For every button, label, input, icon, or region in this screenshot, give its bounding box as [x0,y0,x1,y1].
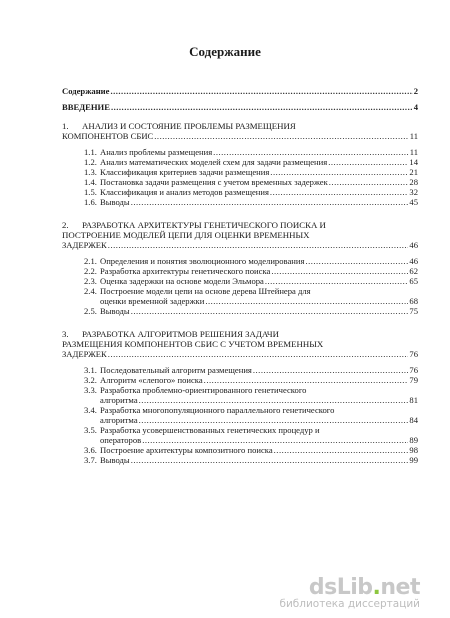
toc-page-number: 98 [409,445,418,455]
toc-entry-label: Построение архитектуры композитного поиска [100,445,273,455]
leader-dots [111,102,413,112]
toc-entry-label: Анализ математических моделей схем для задачи размещения [100,157,328,167]
leader-dots [270,187,408,197]
toc-entry-label-cont: алгоритма [100,395,138,405]
watermark-logo [279,575,420,600]
watermark-logo-dot: . [372,575,381,600]
leader-dots [271,266,408,276]
toc-entry-number: 1.3. [84,167,97,177]
toc-entry-label-cont: операторов [100,435,142,445]
toc-entry[interactable] [62,177,418,187]
toc-chapter-3[interactable] [62,329,418,359]
toc-entry-label: Выводы [100,197,130,207]
leader-dots [328,157,408,167]
toc-page-number: 2 [413,86,418,96]
leader-dots [274,445,409,455]
toc-entry-label: Классификация критериев задачи размещения [100,167,270,177]
leader-dots [142,435,408,445]
watermark-logo-main: dsLib [308,575,373,600]
toc-entry-number: 3.7. [84,455,97,465]
toc-entry[interactable] [62,306,418,316]
toc-page-number: 45 [409,197,418,207]
leader-dots [131,197,409,207]
toc-entry-number: 2.1. [84,256,97,266]
watermark-subtitle: библиотека диссертаций [279,598,420,610]
toc-entry-label: Выводы [100,306,130,316]
toc-entry-label: Разработка архитектуры генетического поиска [100,266,271,276]
toc-entry-introduction[interactable] [62,102,418,112]
leader-dots [305,256,408,266]
toc-chapter-title-cont: ПОСТРОЕНИЕ МОДЕЛЕЙ ЦЕПИ ДЛЯ ОЦЕНКИ ВРЕМЕННЫХ [62,230,310,240]
toc-entry[interactable] [62,256,418,266]
toc-entry-number: 3.5. [84,425,97,435]
toc-entry-number: 1.1. [84,147,97,157]
toc-entry-number: 2.2. [84,266,97,276]
toc-entry-label: Определения и понятия эволюционного моделирования [100,256,305,266]
toc-chapter-title-cont: КОМПОНЕНТОВ СБИС [62,131,154,141]
toc-entry[interactable] [62,266,418,276]
toc-page-number: 89 [409,435,418,445]
leader-dots [329,177,409,187]
toc-page-number: 76 [409,365,418,375]
toc-entry-cont[interactable] [62,395,418,405]
toc-entry-number: 3.3. [84,385,97,395]
leader-dots [110,86,412,96]
toc-page-number: 76 [409,349,418,359]
toc-entry[interactable] [62,425,418,435]
toc-entry[interactable] [62,276,418,286]
toc-entry-label: Разработка проблемно-ориентированного генетического [100,385,307,395]
toc-entry-label: Последовательный алгоритм размещения [100,365,252,375]
toc-page-number: 28 [409,177,418,187]
toc-entry[interactable] [62,157,418,167]
leader-dots [108,240,409,250]
toc-entry-label: Анализ проблемы размещения [100,147,213,157]
toc-entry[interactable] [62,405,418,415]
toc-entry[interactable] [62,445,418,455]
toc-chapter-number: 1. [62,121,69,131]
leader-dots [205,296,408,306]
toc-page-number: 84 [409,415,418,425]
toc-entry-cont[interactable] [62,296,418,306]
toc-entry-cont[interactable] [62,435,418,445]
toc-page-number: 21 [409,167,418,177]
toc-entry-contents[interactable] [62,86,418,96]
toc-page-number: 68 [409,296,418,306]
toc-entry[interactable] [62,365,418,375]
table-of-contents [62,86,418,465]
toc-page-number: 11 [409,131,418,141]
toc-entry[interactable] [62,286,418,296]
toc-entry-number: 3.2. [84,375,97,385]
toc-entry-label: Разработка многопопуляционного параллельного генетического [100,405,335,415]
watermark-logo-tld: net [380,575,420,600]
leader-dots [131,306,409,316]
toc-entry[interactable] [62,385,418,395]
toc-chapter-title: АНАЛИЗ И СОСТОЯНИЕ ПРОБЛЕМЫ РАЗМЕЩЕНИЯ [82,121,296,131]
toc-entry-number: 1.2. [84,157,97,167]
toc-page-number: 81 [409,395,418,405]
toc-entry-label: Оценка задержки на основе модели Эльмора [100,276,264,286]
toc-chapter-2[interactable] [62,220,418,250]
toc-chapter-title: РАЗРАБОТКА АЛГОРИТМОВ РЕШЕНИЯ ЗАДАЧИ [82,329,279,339]
toc-entry-number: 3.6. [84,445,97,455]
toc-chapter-number: 2. [62,220,69,230]
leader-dots [213,147,409,157]
toc-entry[interactable] [62,197,418,207]
toc-page-number: 62 [409,266,418,276]
toc-entry-label: Выводы [100,455,130,465]
toc-chapter-title-cont: ЗАДЕРЖЕК [62,240,107,250]
toc-entry-label-cont: оценки временной задержки [100,296,205,306]
leader-dots [108,349,409,359]
toc-entry-number: 2.4. [84,286,97,296]
toc-entry[interactable] [62,375,418,385]
toc-page-number: 75 [409,306,418,316]
toc-entry-label: Постановка задачи размещения с учетом временных задержек [100,177,328,187]
toc-entry-label: ВВЕДЕНИЕ [62,102,110,112]
toc-entry-label: Разработка усовершенствованных генетических процедур и [100,425,320,435]
toc-entry[interactable] [62,147,418,157]
toc-entry-label-cont: алгоритма [100,415,138,425]
toc-page-number: 4 [413,102,418,112]
toc-entry-label: Классификация и анализ методов размещения [100,187,269,197]
toc-entry-label: Алгоритм «слепого» поиска [100,375,203,385]
leader-dots [131,455,409,465]
toc-entry-number: 3.1. [84,365,97,375]
toc-page-number: 32 [409,187,418,197]
page-title: Содержание [189,44,261,59]
toc-entry[interactable] [62,455,418,465]
toc-page-number: 79 [409,375,418,385]
toc-entry-number: 3.4. [84,405,97,415]
toc-entry-number: 1.5. [84,187,97,197]
toc-entry-cont[interactable] [62,415,418,425]
toc-chapter-1[interactable] [62,121,418,141]
toc-entry-label: Построение модели цепи на основе дерева Штейнера для [100,286,311,296]
leader-dots [204,375,409,385]
toc-entry[interactable] [62,187,418,197]
toc-entry-number: 2.3. [84,276,97,286]
leader-dots [154,131,408,141]
leader-dots [265,276,409,286]
toc-page-number: 46 [409,240,418,250]
toc-page-number: 14 [409,157,418,167]
leader-dots [253,365,409,375]
toc-page-number: 99 [409,455,418,465]
toc-chapter-number: 3. [62,329,69,339]
toc-entry-number: 2.5. [84,306,97,316]
toc-chapter-title-cont: РАЗМЕЩЕНИЯ КОМПОНЕНТОВ СБИС С УЧЕТОМ ВРЕМЕННЫХ [62,339,324,349]
toc-chapter-title-cont: ЗАДЕРЖЕК [62,349,107,359]
leader-dots [139,395,409,405]
leader-dots [139,415,409,425]
toc-page-number: 46 [409,256,418,266]
toc-entry[interactable] [62,167,418,177]
toc-page-number: 11 [409,147,418,157]
leader-dots [270,167,408,177]
watermark [279,575,420,610]
toc-page-number: 65 [409,276,418,286]
toc-entry-number: 1.4. [84,177,97,187]
toc-entry-number: 1.6. [84,197,97,207]
toc-entry-label: Содержание [62,86,110,96]
toc-chapter-title: РАЗРАБОТКА АРХИТЕКТУРЫ ГЕНЕТИЧЕСКОГО ПОИСКА И [82,220,326,230]
